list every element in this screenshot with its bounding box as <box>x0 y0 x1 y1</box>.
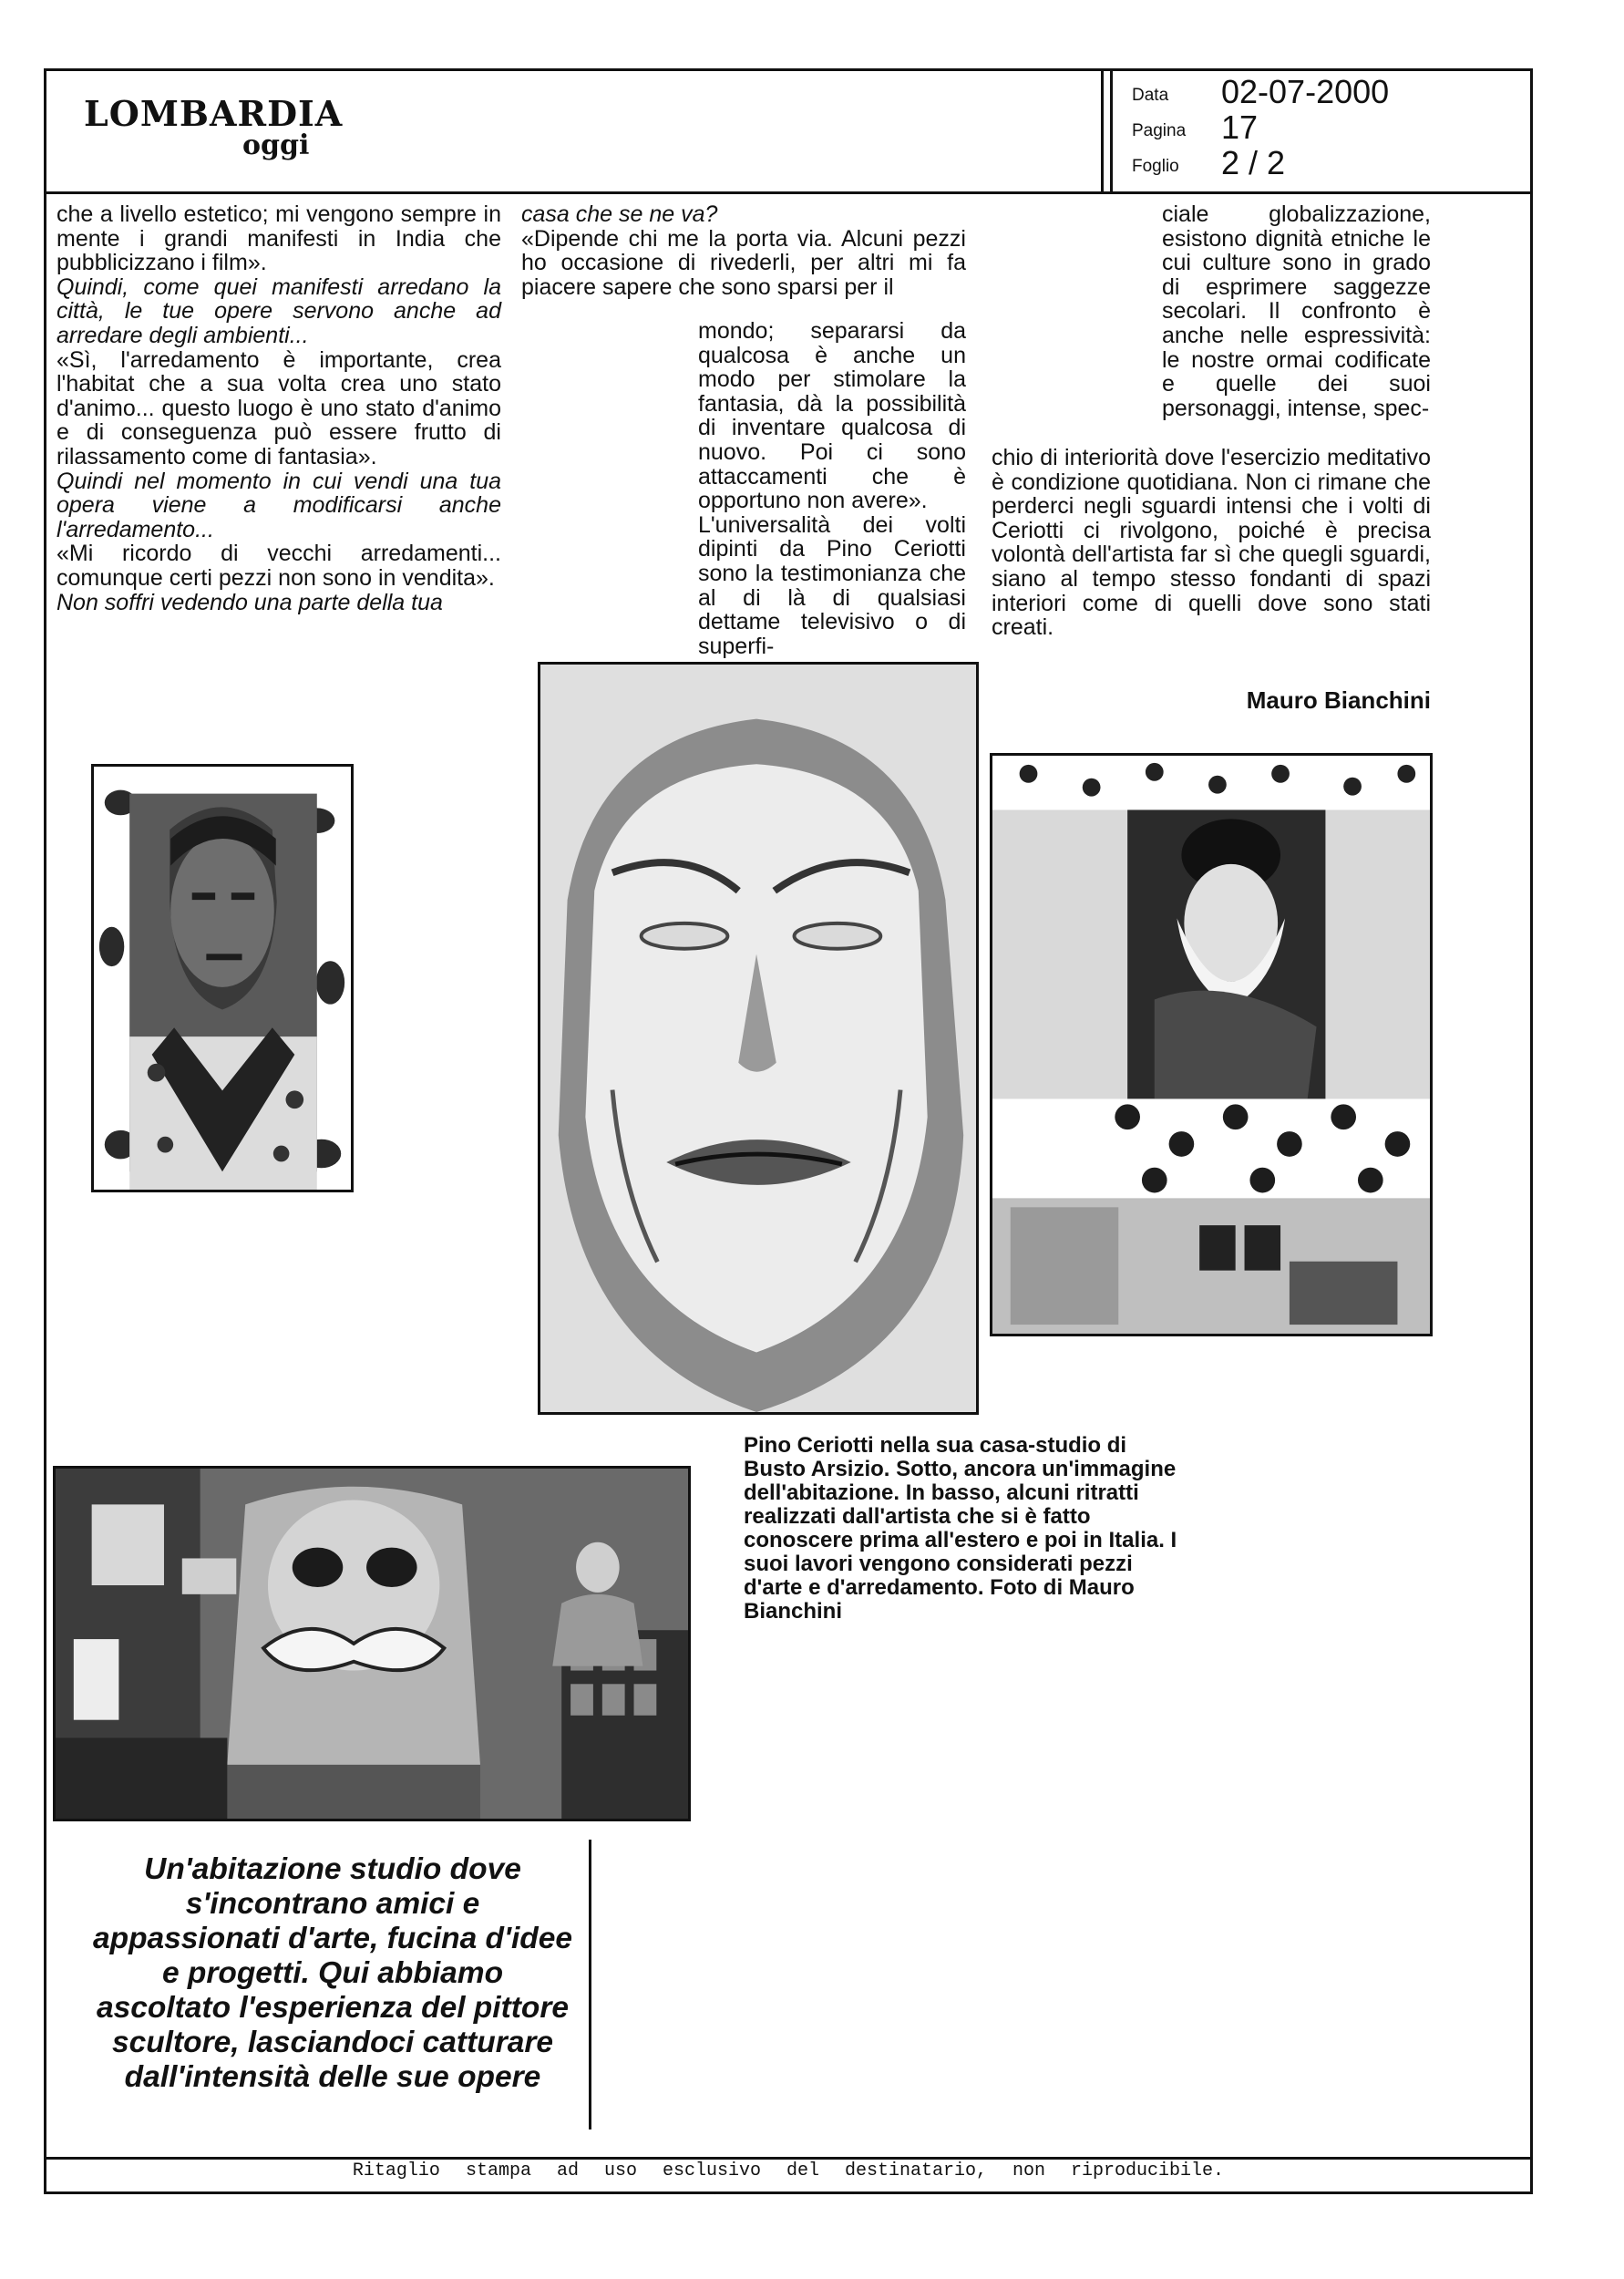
paragraph: che a livello estetico; mi vengono sempre in mente i grandi manifesti in India che pubblicizzano i film». <box>57 201 501 276</box>
article-column-3-narrow <box>1162 202 1431 420</box>
paragraph: «Mi ricordo di vecchi arredamenti... comunque certi pezzi non sono in vendita». <box>57 541 501 591</box>
date-label: Data <box>1132 86 1169 105</box>
paragraph: L'universalità dei volti dipinti da Pino Ceriotti sono la testimonianza che al di là di qualsiasi dettame televisivo o di superfi- <box>698 511 966 659</box>
footer-divider <box>44 2157 1533 2160</box>
sheet-value: 2 / 2 <box>1221 144 1286 181</box>
header-column-divider <box>1101 68 1104 194</box>
sheet-label: Foglio <box>1132 157 1179 176</box>
artist-studio-photo <box>53 1466 691 1821</box>
article-column-2-narrow <box>698 319 966 658</box>
article-column-3-wide <box>992 446 1431 640</box>
interview-question: casa che se ne va? <box>521 201 718 227</box>
header-divider <box>44 191 1533 194</box>
paragraph: ciale globalizzazione, esistono dignità etniche le cui culture sono in grado di esprimere saggezze secolari. Il confronto è anche nelle espressività: le nostre ormai codificate e quelle dei suoi personaggi, intense, spec- <box>1162 201 1431 421</box>
pull-quote: Un'abitazione studio dove s'incontrano amici e appassionati d'arte, fucina d'idee e progetti. Qui abbiamo ascoltato l'esperienza del pittore scultore, lasciandoci catturare dall'intensità delle sue opere <box>92 1852 572 2094</box>
paragraph: mondo; separarsi da qualcosa è anche un modo per stimolare la fantasia, dà la possibilità di inventare qualcosa di nuovo. Poi ci sono attaccamenti che è opportuno non avere». <box>698 318 966 514</box>
article-column-1 <box>57 202 501 614</box>
portrait-photo-man-scarf <box>91 764 354 1192</box>
pull-quote-rule <box>589 1840 591 2129</box>
bearded-man-painting-room-photo <box>990 753 1433 1336</box>
newspaper-logo <box>84 93 357 184</box>
face-painting-photo <box>538 662 979 1415</box>
logo-title: LOMBARDIA <box>84 93 344 134</box>
paragraph: chio di interiorità dove l'esercizio meditativo è condizione quotidiana. Non ci rimane che perderci negli sguardi intensi che i volti di Ceriotti ci rivolgono, poiché è precisa volontà dell'artista far sì che quegli sguardi, siano al tempo stesso fondanti di spazi interiori come di quelli dove sono stati creati. <box>992 445 1431 641</box>
interview-question: Quindi nel momento in cui vendi una tua opera viene a modificarsi anche l'arredamento... <box>57 468 501 542</box>
page-value: 17 <box>1221 108 1259 146</box>
interview-question: Quindi, come quei manifesti arredano la città, le tue opere servono anche ad arredare degli ambienti... <box>57 273 501 348</box>
footer-notice: Ritaglio stampa ad uso esclusivo del destinatario, non riproducibile. <box>352 2160 1225 2181</box>
interview-question: Non soffri vedendo una parte della tua <box>57 589 443 615</box>
paragraph: «Sì, l'arredamento è importante, crea l'habitat che a sua volta crea uno stato d'animo... questo luogo è uno stato d'animo e di conseguenza può essere frutto di rilassamento come di fantasia». <box>57 346 501 469</box>
date-value: 02-07-2000 <box>1221 73 1390 110</box>
paragraph: «Dipende chi me la porta via. Alcuni pezzi ho occasione di rivederli, per altri mi fa piacere sapere che sono sparsi per il <box>521 225 966 300</box>
author-byline: Mauro Bianchini <box>1246 686 1431 714</box>
article-column-2-top <box>521 202 966 299</box>
header-column-divider <box>1110 68 1113 194</box>
photo-caption: Pino Ceriotti nella sua casa-studio di Busto Arsizio. Sotto, ancora un'immagine dell'abitazione. In basso, alcuni ritratti realizzati dall'artista che si è fatto conoscere prima all'estero e poi in Italia. I suoi lavori vengono considerati pezzi d'arte e d'arredamento. Foto di Mauro Bianchini <box>744 1433 1177 1624</box>
logo-subtitle: oggi <box>242 129 310 161</box>
page-label: Pagina <box>1132 121 1187 140</box>
